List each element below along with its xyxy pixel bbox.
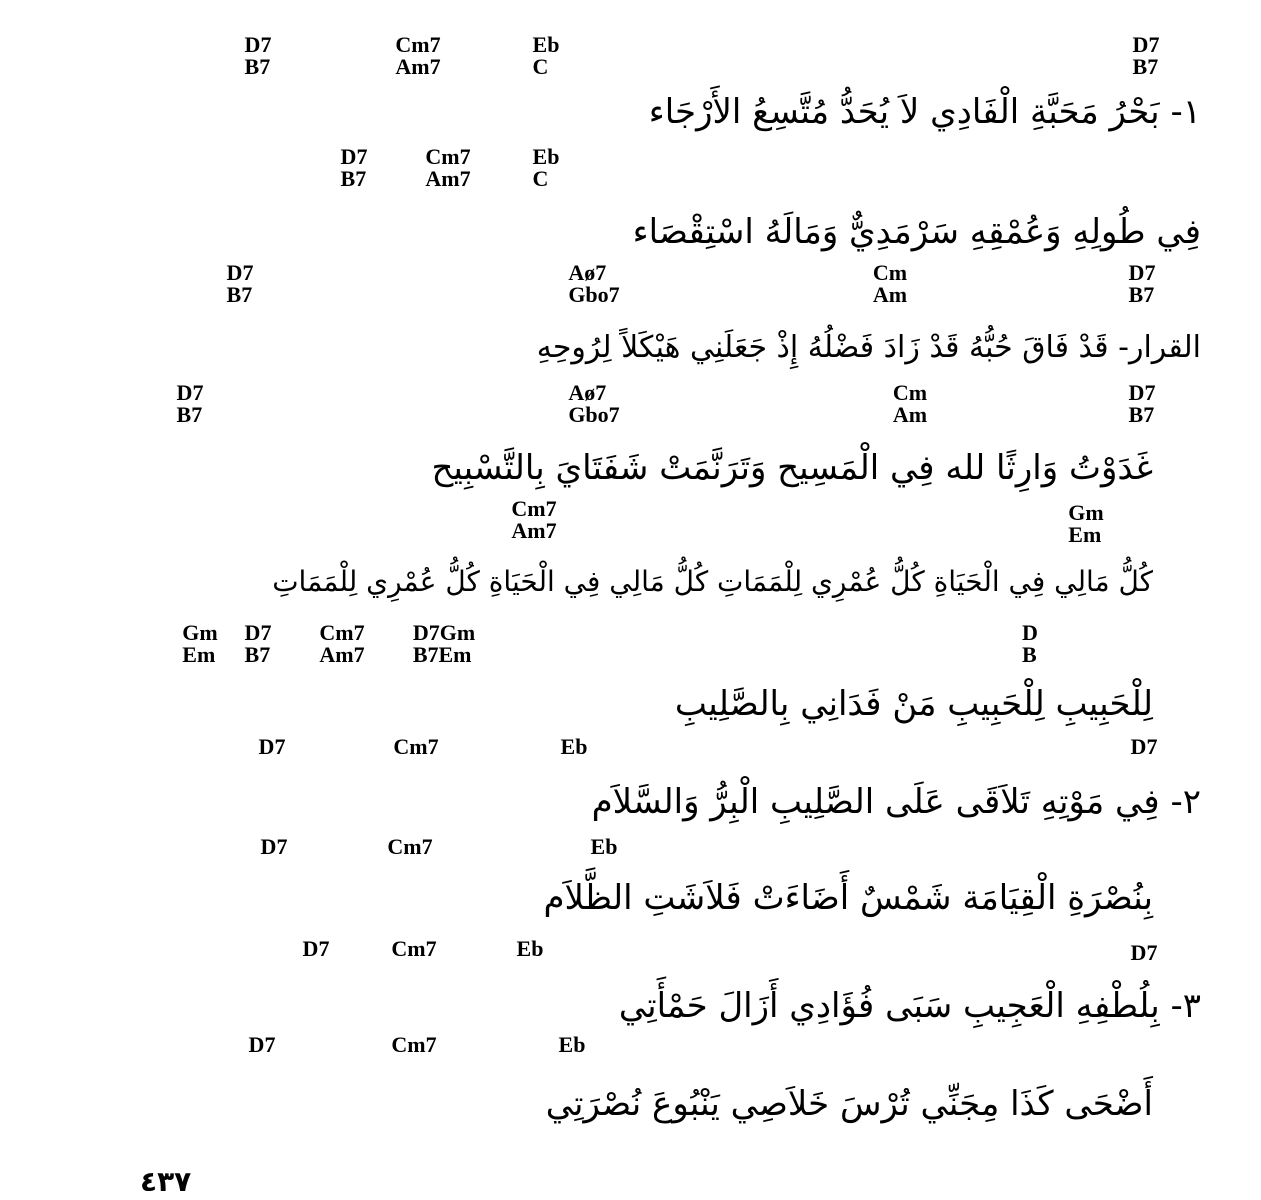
chord: Eb	[560, 734, 588, 759]
chord: D7	[1130, 940, 1158, 965]
chord: Cm7 Am7	[511, 496, 557, 543]
lyric-line: بِنُصْرَةِ الْقِيَامَة شَمْسٌ أَضَاءَتْ فَلاَشَتِ الظَّلاَم	[543, 878, 1153, 918]
chord: D7 B7	[244, 620, 272, 667]
lyric-line: لِلْحَبِيبِ لِلْحَبِيبِ مَنْ فَدَانِي بِالصَّلِيبِ	[674, 684, 1153, 724]
chord: Gm Em	[1068, 500, 1104, 547]
chord: D7	[1130, 734, 1158, 759]
chord: D7	[260, 834, 288, 859]
chord: Cm7	[387, 834, 433, 859]
chord: Cm7 Am7	[425, 144, 471, 191]
chord: D7 B7	[1132, 32, 1160, 79]
chord: D7	[258, 734, 286, 759]
lyric-line: ٣- بِلُطْفِهِ الْعَجِيبِ سَبَى فُؤَادِي أَزَالَ حَمْأَتِي	[618, 986, 1201, 1026]
lyric-line: ١- بَحْرُ مَحَبَّةِ الْفَادِي لاَ يُحَدُّ مُتَّسِعُ الأَرْجَاء	[648, 92, 1201, 132]
page-number: ٤٣٧	[140, 1165, 192, 1198]
lyric-line: غَدَوْتُ وَارِثًا لله فِي الْمَسِيح وَتَرَنَّمَتْ شَفَتَايَ بِالتَّسْبِيح	[431, 448, 1153, 488]
chord: Eb	[516, 936, 544, 961]
chord: Cm Am	[892, 380, 928, 427]
chord: D7	[248, 1032, 276, 1057]
chord: Gm Em	[182, 620, 218, 667]
chord: Cm7	[391, 1032, 437, 1057]
chord: D7 B7	[1128, 260, 1156, 307]
chord: Cm7 Am7	[395, 32, 441, 79]
chord: D7 B7	[244, 32, 272, 79]
chord: Eb	[590, 834, 618, 859]
chord: Eb C	[532, 144, 560, 191]
chord: Eb	[558, 1032, 586, 1057]
lyric-line: ٢- فِي مَوْتِهِ تَلاَقَى عَلَى الصَّلِيبِ الْبِرُّ وَالسَّلاَم	[591, 782, 1201, 822]
lyric-line: أَضْحَى كَذَا مِجَنِّي تُرْسَ خَلاَصِي يَنْبُوعَ نُصْرَتِي	[545, 1084, 1153, 1124]
chord: D7Gm B7Em	[412, 620, 476, 667]
chord: D7 B7	[1128, 380, 1156, 427]
chord: Cm7	[393, 734, 439, 759]
chord: Eb C	[532, 32, 560, 79]
chord: Cm7 Am7	[319, 620, 365, 667]
lyric-line: القرار- قَدْ فَاقَ حُبُّهُ قَدْ زَادَ فَضْلُهُ إِذْ جَعَلَنِي هَيْكَلاً لِرُوحِهِ	[536, 330, 1201, 365]
chord: D7	[302, 936, 330, 961]
chord: D7 B7	[226, 260, 254, 307]
lyric-line: فِي طُولِهِ وَعُمْقِهِ سَرْمَدِيٌّ وَمَالَهُ اسْتِقْصَاء	[632, 212, 1201, 252]
chord: Cm Am	[872, 260, 908, 307]
chord: D B	[1022, 620, 1038, 667]
chord: Cm7	[391, 936, 437, 961]
chord: Aø7 Gbo7	[568, 380, 620, 427]
chord: D7 B7	[340, 144, 368, 191]
lyric-line: كُلُّ مَالِي فِي الْحَيَاةِ كُلُّ عُمْرِي لِلْمَمَاتِ كُلُّ مَالِي فِي الْحَيَاةِ كُلُّ عُمْرِي لِلْمَمَاتِ	[272, 565, 1153, 598]
chord: D7 B7	[176, 380, 204, 427]
chord: Aø7 Gbo7	[568, 260, 620, 307]
